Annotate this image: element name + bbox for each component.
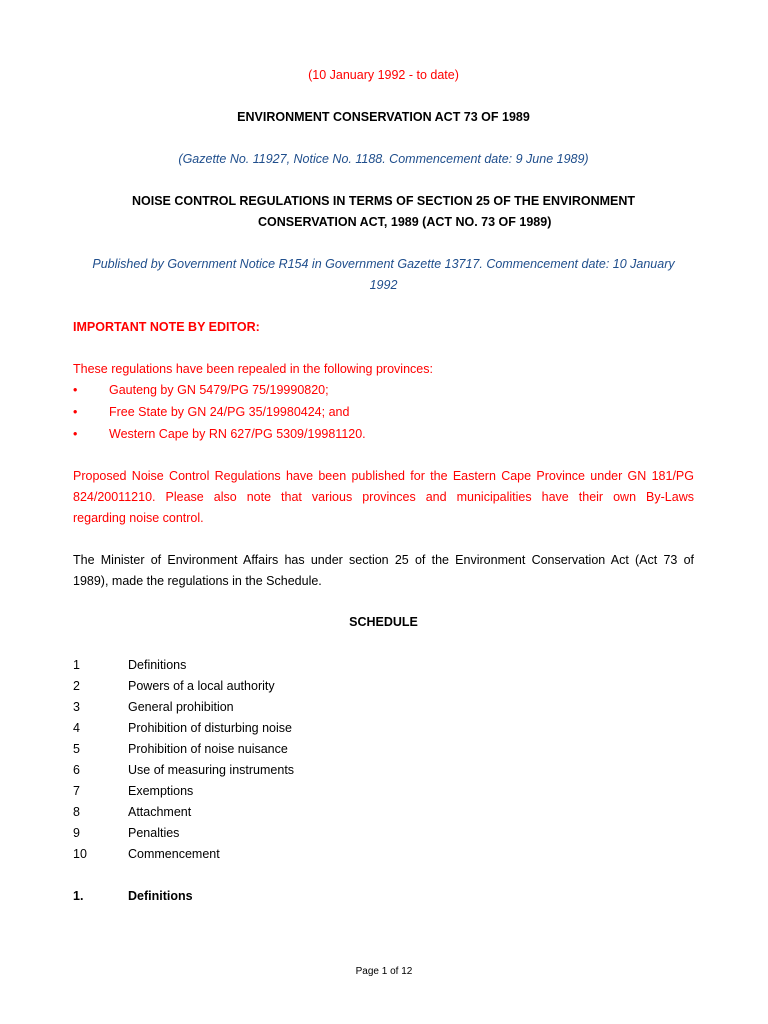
section-number: 1. xyxy=(73,889,84,903)
schedule-number: 4 xyxy=(73,721,80,735)
bullet-icon: • xyxy=(73,405,78,419)
proposed-regulations-line-1: Proposed Noise Control Regulations have been published for the Eastern Cape Province under GN 181/PG xyxy=(73,469,694,483)
schedule-item: General prohibition xyxy=(128,700,234,714)
schedule-number: 7 xyxy=(73,784,80,798)
preamble-line-1: The Minister of Environment Affairs has under section 25 of the Environment Conservation Act (Act 73 of xyxy=(73,553,694,567)
schedule-number: 2 xyxy=(73,679,80,693)
schedule-item: Prohibition of disturbing noise xyxy=(128,721,292,735)
date-range: (10 January 1992 - to date) xyxy=(308,68,459,82)
schedule-item: Prohibition of noise nuisance xyxy=(128,742,288,756)
schedule-item: Attachment xyxy=(128,805,192,819)
editor-note-intro: These regulations have been repealed in the following provinces: xyxy=(73,362,433,376)
published-note-line-2: 1992 xyxy=(369,278,398,292)
province-item: Western Cape by RN 627/PG 5309/19981120. xyxy=(109,427,366,441)
proposed-regulations-line-2: 824/20011210. Please also note that various provinces and municipalities have their own By-Laws xyxy=(73,490,694,504)
schedule-number: 9 xyxy=(73,826,80,840)
schedule-number: 3 xyxy=(73,700,80,714)
bullet-icon: • xyxy=(73,383,78,397)
preamble-line-2: 1989), made the regulations in the Schedule. xyxy=(73,574,322,588)
schedule-item: Penalties xyxy=(128,826,180,840)
schedule-item: Powers of a local authority xyxy=(128,679,275,693)
gazette-citation: (Gazette No. 11927, Notice No. 1188. Commencement date: 9 June 1989) xyxy=(178,152,589,166)
proposed-regulations-line-3: regarding noise control. xyxy=(73,511,204,525)
schedule-item: Exemptions xyxy=(128,784,194,798)
schedule-item: Definitions xyxy=(128,658,187,672)
province-item: Gauteng by GN 5479/PG 75/19990820; xyxy=(109,383,329,397)
regulations-title-line-2: CONSERVATION ACT, 1989 (ACT NO. 73 OF 1989) xyxy=(258,215,552,229)
act-title: ENVIRONMENT CONSERVATION ACT 73 OF 1989 xyxy=(237,110,530,124)
schedule-item: Commencement xyxy=(128,847,220,861)
page-number: Page 1 of 12 xyxy=(355,966,413,977)
schedule-number: 5 xyxy=(73,742,80,756)
schedule-number: 8 xyxy=(73,805,80,819)
schedule-number: 10 xyxy=(73,847,87,861)
schedule-number: 1 xyxy=(73,658,80,672)
schedule-heading: SCHEDULE xyxy=(349,615,418,629)
bullet-icon: • xyxy=(73,427,78,441)
section-title: Definitions xyxy=(128,889,193,903)
schedule-number: 6 xyxy=(73,763,80,777)
published-note-line-1: Published by Government Notice R154 in Government Gazette 13717. Commencement date: 10 January xyxy=(92,257,675,271)
schedule-item: Use of measuring instruments xyxy=(128,763,295,777)
editor-note-heading: IMPORTANT NOTE BY EDITOR: xyxy=(73,320,260,334)
province-item: Free State by GN 24/PG 35/19980424; and xyxy=(109,405,350,419)
regulations-title-line-1: NOISE CONTROL REGULATIONS IN TERMS OF SECTION 25 OF THE ENVIRONMENT xyxy=(131,194,636,208)
